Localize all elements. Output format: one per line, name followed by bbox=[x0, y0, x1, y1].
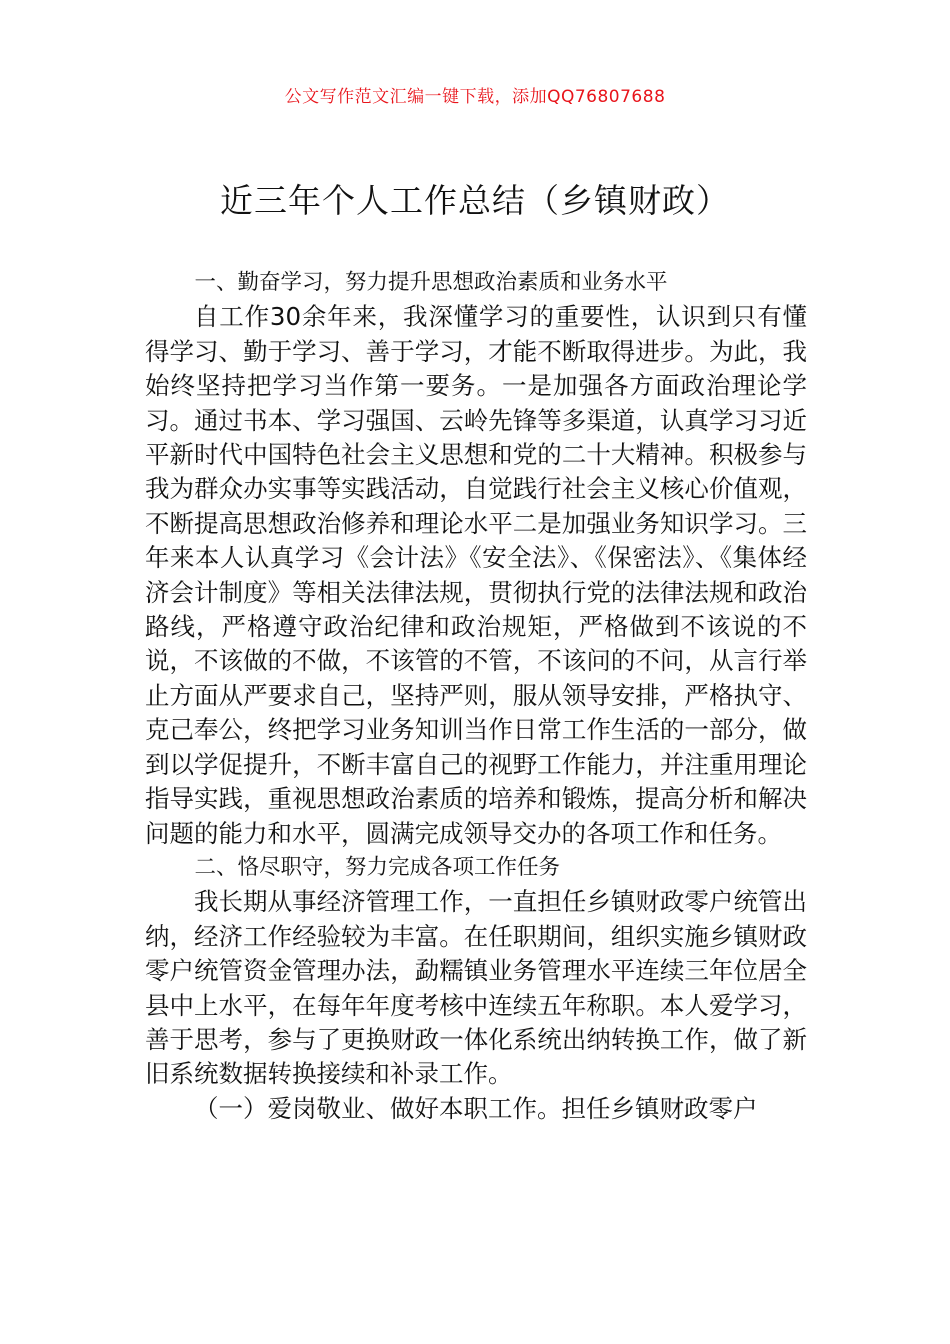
promo-banner: 公文写作范文汇编一键下载，添加QQ76807688 bbox=[284, 87, 666, 107]
section-2-paragraph: 我长期从事经济管理工作，一直担任乡镇财政零户统管出纳，经济工作经验较为丰富。在任职期间，组织实施乡镇财政零户统管资金管理办法，勐糯镇业务管理水平连续三年位居全县中上水平，在每年年度考核中连续五年称职。本人爱学习，善于思考，参与了更换财政一体化系统出纳转换工作，做了新旧系统数据转换接续和补录工作。 bbox=[145, 887, 807, 1089]
document-title: 近三年个人工作总结（乡镇财政） bbox=[220, 181, 730, 220]
section-1-heading: 一、勤奋学习，努力提升思想政治素质和业务水平 bbox=[194, 270, 668, 295]
subsection-1-intro: （一）爱岗敬业、做好本职工作。担任乡镇财政零户 bbox=[194, 1093, 758, 1123]
section-1-paragraph: 自工作30余年来，我深懂学习的重要性，认识到只有懂得学习、勤于学习、善于学习，才能不断取得进步。为此，我始终坚持把学习当作第一要务。一是加强各方面政治理论学习。通过书本、学习强国、云岭先锋等多渠道，认真学习习近平新时代中国特色社会主义思想和党的二十大精神。积极参与我为群众办实事等实践活动，自觉践行社会主义核心价值观，不断提高思想政治修养和理论水平二是加强业务知识学习。三年来本人认真学习《会计法》《安全法》、《保密法》、《集体经济会计制度》等相关法律法规，贯彻执行党的法律法规和政治路线，严格遵守政治纪律和政治规矩，严格做到不该说的不说，不该做的不做，不该管的不管，不该问的不问，从言行举止方面从严要求自己，坚持严则，服从领导安排，严格执守、克己奉公，终把学习业务知训当作日常工作生活的一部分，做到以学促提升，不断丰富自己的视野工作能力，并注重用理论指导实践，重视思想政治素质的培养和锻炼，提高分析和解决问题的能力和水平，圆满完成领导交办的各项工作和任务。 bbox=[145, 302, 807, 848]
section-2-heading: 二、恪尽职守，努力完成各项工作任务 bbox=[194, 854, 560, 880]
document-body bbox=[145, 266, 807, 1126]
